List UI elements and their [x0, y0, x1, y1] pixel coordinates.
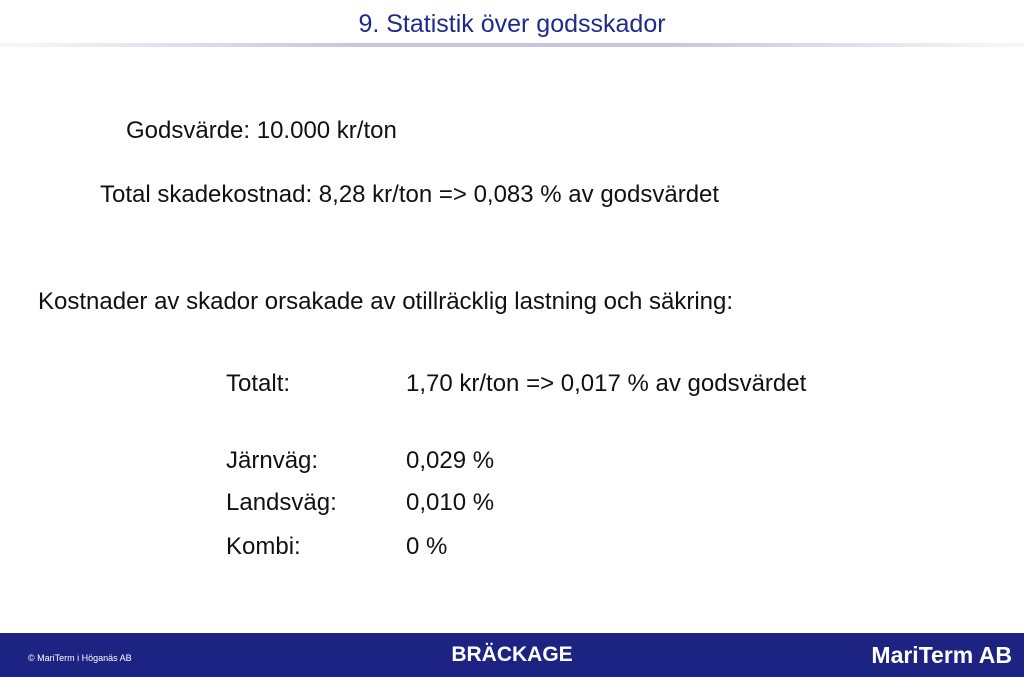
railway-value: 0,029 %: [406, 447, 495, 474]
combined-transport-label: Kombi:: [226, 533, 301, 560]
combined-transport-value: 0 %: [406, 533, 448, 560]
road-value: 0,010 %: [406, 489, 495, 516]
total-row-value: 1,70 kr/ton => 0,017 % av godsvärdet: [406, 370, 807, 397]
loading-cost-heading: Kostnader av skador orsakade av otillräcklig lastning och säkring:: [38, 288, 734, 315]
total-row-label: Totalt:: [226, 370, 291, 397]
footer-copyright: © MariTerm i Höganäs AB: [28, 653, 132, 663]
railway-label: Järnväg:: [226, 447, 319, 474]
goods-value-text: Godsvärde: 10.000 kr/ton: [126, 117, 397, 144]
slide-title: 9. Statistik över godsskador: [358, 10, 666, 38]
road-label: Landsväg:: [226, 489, 337, 516]
footer-brand-logo: MariTerm AB: [871, 642, 1012, 668]
footer-section-title: BRÄCKAGE: [451, 643, 573, 666]
total-cost-text: Total skadekostnad: 8,28 kr/ton => 0,083 % av godsvärdet: [100, 181, 720, 208]
footer-bar: [0, 633, 1024, 677]
title-divider: [0, 43, 1024, 47]
